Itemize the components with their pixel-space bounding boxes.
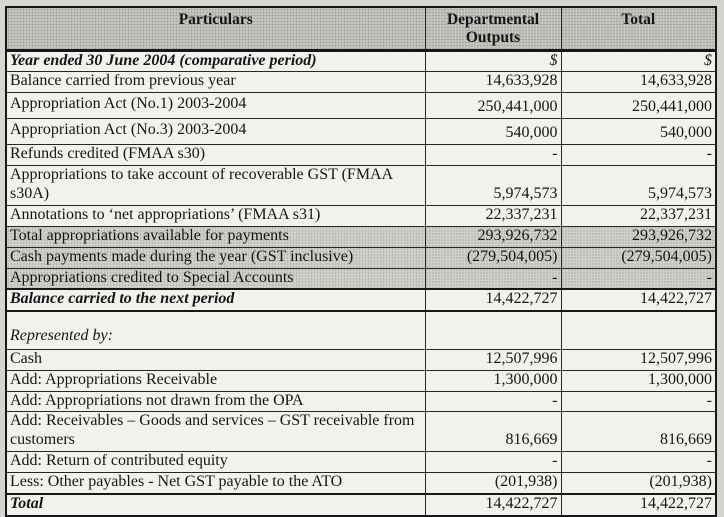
table-row-year-ended xyxy=(6,50,716,72)
row-label: Represented by: xyxy=(6,311,425,349)
total-value xyxy=(561,311,716,349)
total-value: (279,504,005) xyxy=(561,247,716,268)
table-row-grand-total xyxy=(6,494,716,516)
row-label: Appropriations to take account of recoverable GST (FMAA s30A) xyxy=(6,166,425,206)
total-value: (201,938) xyxy=(561,473,716,494)
table-row-appropriation-act-no1 xyxy=(6,93,716,119)
total-value: $ xyxy=(561,50,716,72)
row-label: Less: Other payables - Net GST payable to the ATO xyxy=(6,473,425,494)
table-row-cash xyxy=(6,349,716,370)
total-value: - xyxy=(561,391,716,412)
dept-outputs-value: 1,300,000 xyxy=(425,370,561,391)
table-row-balance-previous-year xyxy=(6,72,716,93)
row-label: Appropriation Act (No.1) 2003-2004 xyxy=(6,93,425,119)
table-header-row xyxy=(6,7,716,50)
dept-outputs-value: - xyxy=(425,391,561,412)
row-label: Add: Appropriations Receivable xyxy=(6,370,425,391)
total-value: 540,000 xyxy=(561,119,716,145)
table-row-add-not-drawn-opa xyxy=(6,391,716,412)
dept-outputs-value: 14,422,727 xyxy=(425,289,561,311)
dept-outputs-value: 22,337,231 xyxy=(425,205,561,226)
table-row-add-gst-receivable xyxy=(6,412,716,452)
appropriations-table xyxy=(5,6,717,517)
row-label: Year ended 30 June 2004 (comparative period) xyxy=(6,50,425,72)
table-row-add-return-contributed-equity xyxy=(6,452,716,473)
total-value: 12,507,996 xyxy=(561,349,716,370)
table-row-recoverable-gst xyxy=(6,166,716,206)
row-label: Total xyxy=(6,494,425,516)
total-value: 816,669 xyxy=(561,412,716,452)
row-label: Add: Appropriations not drawn from the OPA xyxy=(6,391,425,412)
dept-outputs-value: - xyxy=(425,145,561,166)
row-label: Appropriations credited to Special Accounts xyxy=(6,268,425,289)
dept-outputs-value: (201,938) xyxy=(425,473,561,494)
dept-outputs-value: 14,633,928 xyxy=(425,72,561,93)
dept-outputs-value: 816,669 xyxy=(425,412,561,452)
total-value: - xyxy=(561,145,716,166)
total-value: 14,422,727 xyxy=(561,289,716,311)
dept-outputs-value: 14,422,727 xyxy=(425,494,561,516)
table-row-less-other-payables xyxy=(6,473,716,494)
total-value: 14,422,727 xyxy=(561,494,716,516)
table-row-annotations-net-appropriations xyxy=(6,205,716,226)
table-row-cash-payments xyxy=(6,247,716,268)
dept-outputs-value: 250,441,000 xyxy=(425,93,561,119)
column-header-particulars: Particulars xyxy=(6,7,425,50)
column-header-total: Total xyxy=(561,7,716,50)
row-label: Balance carried from previous year xyxy=(6,72,425,93)
total-value: 14,633,928 xyxy=(561,72,716,93)
dept-outputs-value: - xyxy=(425,452,561,473)
table-row-refunds-credited xyxy=(6,145,716,166)
table-row-represented-by xyxy=(6,311,716,349)
row-label: Total appropriations available for payments xyxy=(6,226,425,247)
total-value: 5,974,573 xyxy=(561,166,716,206)
dept-outputs-value xyxy=(425,311,561,349)
table-row-total-appropriations-available xyxy=(6,226,716,247)
table-row-appropriation-act-no3 xyxy=(6,119,716,145)
row-label: Cash payments made during the year (GST inclusive) xyxy=(6,247,425,268)
row-label: Annotations to ‘net appropriations’ (FMAA s31) xyxy=(6,205,425,226)
row-label: Balance carried to the next period xyxy=(6,289,425,311)
column-header-departmental-outputs: Departmental Outputs xyxy=(425,7,561,50)
dept-outputs-value: 12,507,996 xyxy=(425,349,561,370)
dept-outputs-value: - xyxy=(425,268,561,289)
row-label: Add: Receivables – Goods and services – GST receivable from customers xyxy=(6,412,425,452)
total-value: 1,300,000 xyxy=(561,370,716,391)
table-row-balance-next-period xyxy=(6,289,716,311)
total-value: 22,337,231 xyxy=(561,205,716,226)
dept-outputs-value: $ xyxy=(425,50,561,72)
dept-outputs-value: 540,000 xyxy=(425,119,561,145)
row-label: Refunds credited (FMAA s30) xyxy=(6,145,425,166)
total-value: 293,926,732 xyxy=(561,226,716,247)
total-value: 250,441,000 xyxy=(561,93,716,119)
table-row-add-appropriations-receivable xyxy=(6,370,716,391)
dept-outputs-value: (279,504,005) xyxy=(425,247,561,268)
total-value: - xyxy=(561,268,716,289)
dept-outputs-value: 5,974,573 xyxy=(425,166,561,206)
dept-outputs-value: 293,926,732 xyxy=(425,226,561,247)
total-value: - xyxy=(561,452,716,473)
table-row-special-accounts xyxy=(6,268,716,289)
row-label: Cash xyxy=(6,349,425,370)
row-label: Add: Return of contributed equity xyxy=(6,452,425,473)
row-label: Appropriation Act (No.3) 2003-2004 xyxy=(6,119,425,145)
